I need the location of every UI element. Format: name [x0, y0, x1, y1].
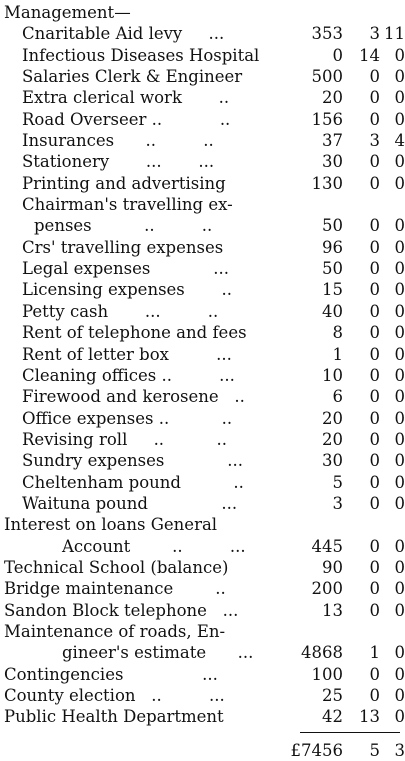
item-label: penses .. ..: [34, 216, 213, 236]
ledger-row: [4, 194, 405, 215]
item-shillings: 0: [369, 686, 380, 705]
item-pounds: 445: [311, 536, 343, 556]
item-label: Printing and advertising: [22, 173, 226, 193]
item-label: Office expenses .. ..: [22, 408, 233, 428]
item-label: Account .. ...: [62, 536, 246, 556]
ledger-row: [4, 322, 405, 343]
ledger-row: [4, 557, 405, 578]
ledger-row: [4, 66, 405, 87]
ledger-row: [4, 493, 405, 514]
item-pence: 0: [394, 344, 405, 364]
item-label: Road Overseer .. ..: [22, 109, 231, 129]
item-shillings: 0: [369, 173, 380, 193]
item-pounds: 4868: [301, 643, 343, 663]
section-heading-row: [4, 2, 405, 23]
item-label: Sundry expenses ...: [22, 451, 243, 471]
ledger-rows: [4, 23, 405, 727]
item-label: Extra clerical work ..: [22, 88, 230, 108]
item-label: Insurances .. ..: [22, 131, 214, 151]
item-shillings: 0: [369, 259, 380, 279]
item-shillings: 0: [369, 493, 380, 513]
item-pounds: 20: [322, 408, 343, 428]
item-shillings: 0: [369, 579, 380, 599]
item-pence: 0: [394, 173, 405, 193]
item-label: Technical School (balance): [4, 557, 229, 577]
item-pounds: 10: [322, 365, 343, 385]
item-pounds: 50: [322, 259, 343, 279]
item-pounds: 8: [332, 323, 343, 343]
item-pence: 0: [394, 152, 405, 172]
item-pounds: 25: [322, 686, 343, 705]
item-pounds: 6: [332, 387, 343, 407]
ledger-row: [4, 472, 405, 493]
ledger-row: [4, 578, 405, 599]
ledger-row: [4, 215, 405, 236]
item-label: Contingencies ...: [4, 664, 218, 684]
item-pounds: 156: [311, 109, 343, 129]
item-pence: 0: [394, 237, 405, 257]
item-shillings: 0: [369, 237, 380, 257]
item-shillings: 0: [369, 323, 380, 343]
item-pounds: 100: [311, 664, 343, 684]
ledger-row: [4, 621, 405, 642]
item-pounds: 3: [332, 493, 343, 513]
item-pounds: 37: [322, 131, 343, 151]
item-pence: 0: [394, 686, 405, 705]
item-label: Cheltenham pound ..: [22, 472, 244, 492]
ledger-row: [4, 173, 405, 194]
item-shillings: 0: [369, 280, 380, 300]
item-pence: 0: [394, 579, 405, 599]
item-pounds: 200: [311, 579, 343, 599]
item-shillings: 3: [369, 24, 380, 44]
item-pence: 0: [394, 429, 405, 449]
item-shillings: 0: [369, 344, 380, 364]
item-pence: 4: [394, 131, 405, 151]
ledger-row: [4, 237, 405, 258]
ledger-row: [4, 706, 405, 727]
item-label: Interest on loans General: [4, 515, 218, 535]
item-pounds: 30: [322, 451, 343, 471]
item-shillings: 0: [369, 387, 380, 407]
item-label: Maintenance of roads, En-: [4, 621, 226, 641]
item-pence: 0: [394, 536, 405, 556]
item-shillings: 13: [359, 707, 380, 727]
item-label: Rent of telephone and fees: [22, 323, 247, 343]
item-label: Stationery ... ...: [22, 152, 215, 172]
ledger-row: [4, 685, 405, 706]
item-pence: 0: [394, 45, 405, 65]
item-pounds: 5: [332, 472, 343, 492]
ledger-row: [4, 514, 405, 535]
ledger-row: [4, 408, 405, 429]
item-pence: 0: [394, 493, 405, 513]
item-shillings: 14: [359, 45, 380, 65]
item-pounds: 20: [322, 429, 343, 449]
item-pounds: 96: [322, 237, 343, 257]
ledger-row: [4, 279, 405, 300]
item-shillings: 0: [369, 557, 380, 577]
item-shillings: 0: [369, 600, 380, 620]
total-rule: [300, 732, 400, 733]
item-pounds: 353: [311, 24, 343, 44]
ledger-row: [4, 45, 405, 66]
item-pence: 0: [394, 600, 405, 620]
item-label: Legal expenses ...: [22, 259, 230, 279]
item-pence: 0: [394, 664, 405, 684]
item-label: Petty cash ... ..: [22, 301, 219, 321]
item-shillings: 0: [369, 88, 380, 108]
item-pounds: 1: [332, 344, 343, 364]
ledger-row: [4, 536, 405, 557]
ledger-row: [4, 130, 405, 151]
ledger-row: [4, 258, 405, 279]
item-shillings: 0: [369, 67, 380, 87]
ledger-row: [4, 429, 405, 450]
item-pounds: 0: [332, 45, 343, 65]
ledger-row: [4, 600, 405, 621]
ledger-row: [4, 87, 405, 108]
item-shillings: 0: [369, 216, 380, 236]
item-pounds: 30: [322, 152, 343, 172]
item-label: Infectious Diseases Hospital: [22, 45, 260, 65]
item-pence: 0: [394, 280, 405, 300]
item-label: Chairman's travelling ex-: [22, 195, 233, 215]
item-pence: 0: [394, 408, 405, 428]
ledger-row: [4, 450, 405, 471]
item-pence: 0: [394, 259, 405, 279]
ledger-row: [4, 151, 405, 172]
ledger-row: [4, 664, 405, 685]
item-pence: 0: [394, 557, 405, 577]
item-shillings: 0: [369, 365, 380, 385]
item-shillings: 0: [369, 408, 380, 428]
item-pence: 0: [394, 472, 405, 492]
ledger-row: [4, 23, 405, 44]
item-label: Cnaritable Aid levy ...: [22, 24, 225, 44]
item-shillings: 0: [369, 664, 380, 684]
item-label: Public Health Department: [4, 707, 224, 727]
item-shillings: 1: [369, 643, 380, 663]
item-pence: 0: [394, 88, 405, 108]
item-label: Bridge maintenance ..: [4, 579, 226, 599]
item-label: Cleaning offices .. ...: [22, 365, 235, 385]
item-pounds: 15: [322, 280, 343, 300]
section-heading: Management—: [4, 3, 131, 22]
ledger-row: [4, 109, 405, 130]
item-pence: 0: [394, 216, 405, 236]
item-label: County election .. ...: [4, 686, 225, 705]
item-pence: 0: [394, 67, 405, 87]
item-label: Sandon Block telephone ...: [4, 600, 239, 620]
item-pence: 0: [394, 643, 405, 663]
item-shillings: 0: [369, 536, 380, 556]
total-row: [4, 740, 405, 761]
total-shillings: 5: [369, 740, 380, 760]
item-pounds: 90: [322, 557, 343, 577]
item-pounds: 40: [322, 301, 343, 321]
item-label: Firewood and kerosene ..: [22, 387, 245, 407]
item-label: gineer's estimate ...: [62, 643, 254, 663]
item-pence: 0: [394, 323, 405, 343]
ledger-row: [4, 344, 405, 365]
item-shillings: 0: [369, 301, 380, 321]
item-pence: 0: [394, 387, 405, 407]
item-shillings: 0: [369, 109, 380, 129]
item-pence: 0: [394, 451, 405, 471]
ledger-row: [4, 301, 405, 322]
item-pounds: 13: [322, 600, 343, 620]
total-pounds: £7456: [290, 740, 343, 760]
item-pounds: 50: [322, 216, 343, 236]
item-pounds: 130: [311, 173, 343, 193]
item-pence: 0: [394, 109, 405, 129]
item-shillings: 0: [369, 429, 380, 449]
item-shillings: 0: [369, 472, 380, 492]
item-pounds: 20: [322, 88, 343, 108]
item-label: Licensing expenses ..: [22, 280, 232, 300]
ledger-row: [4, 642, 405, 663]
item-label: Salaries Clerk & Engineer: [22, 67, 243, 87]
item-shillings: 0: [369, 451, 380, 471]
item-pounds: 42: [322, 707, 343, 727]
item-pounds: 500: [311, 67, 343, 87]
item-label: Revising roll .. ..: [22, 429, 227, 449]
item-pence: 0: [394, 301, 405, 321]
item-shillings: 0: [369, 152, 380, 172]
item-shillings: 3: [369, 131, 380, 151]
item-pence: 0: [394, 707, 405, 727]
item-label: Crs' travelling expenses: [22, 237, 224, 257]
item-pence: 0: [394, 365, 405, 385]
ledger-row: [4, 386, 405, 407]
item-label: Rent of letter box ...: [22, 344, 232, 364]
item-pence: 11: [384, 24, 405, 44]
total-pence: 3: [394, 740, 405, 760]
ledger-row: [4, 365, 405, 386]
item-label: Waituna pound ...: [22, 493, 238, 513]
